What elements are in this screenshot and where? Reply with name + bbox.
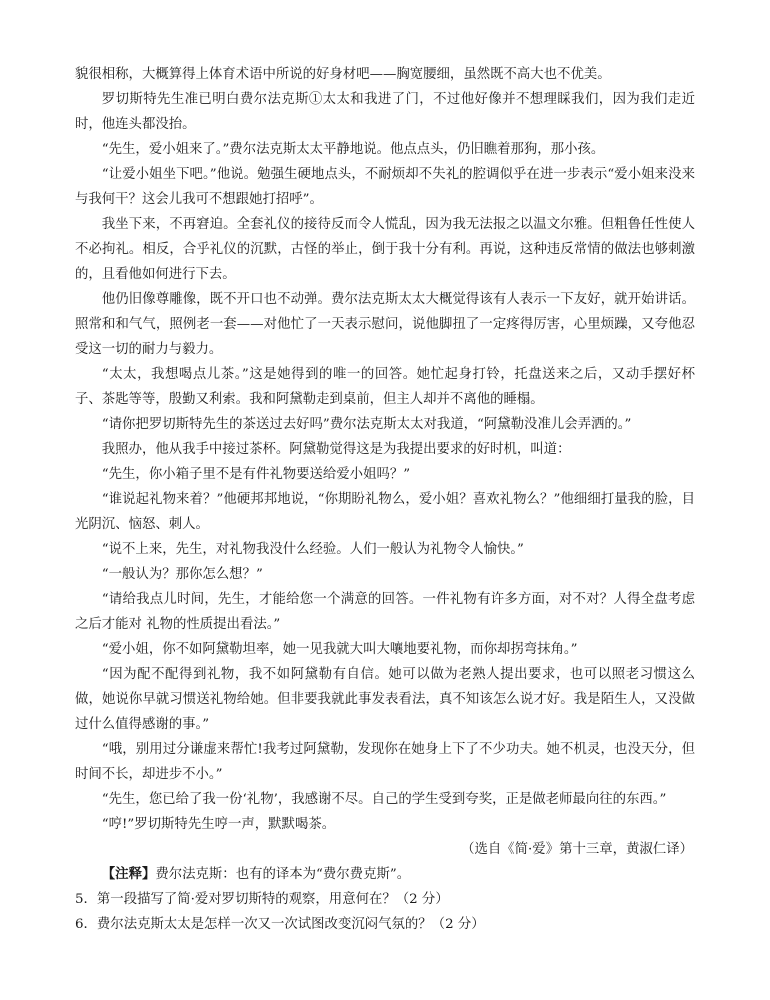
paragraph-18: “先生，您已给了我一份‘礼物’，我感谢不尽。自己的学生受到夸奖，正是做老师最向往的东西。” — [101, 792, 667, 807]
paragraph-19: “哼!”罗切斯特先生哼一声，默默喝茶。 — [101, 817, 336, 832]
paragraph-15: “爱小姐，你不如阿黛勒坦率，她一见我就大叫大嚷地要礼物，而你却拐弯抹角。” — [101, 642, 578, 657]
source-citation: （选自《简·爱》第十三章，黄淑仁译） — [461, 842, 693, 857]
question-6: 6．费尔法克斯太太是怎样一次又一次试图改变沉闷气氛的？（2 分） — [75, 917, 485, 932]
paragraph-17: “哦，别用过分谦虚来帮忙!我考过阿黛勒，发现你在她身上下了不少功夫。她不机灵，也没天分，但时间不长，却进步不小。” — [75, 742, 695, 782]
paragraph-3: “先生，爱小姐来了。”费尔法克斯太太平静地说。他点点头，仍旧瞧着那狗，那小孩。 — [101, 142, 605, 157]
question-5: 5．第一段描写了简·爱对罗切斯特的观察，用意何在？（2 分） — [75, 892, 449, 907]
paragraph-1: 貌很相称，大概算得上体育术语中所说的好身材吧——胸宽腰细，虽然既不高大也不优美。 — [75, 67, 611, 82]
passage-text — [75, 62, 695, 937]
paragraph-7: “太太，我想喝点儿茶。”这是她得到的唯一的回答。她忙起身打铃，托盘送来之后，又动手摆好杯子、茶匙等等，殷勤又利索。我和阿黛勒走到桌前，但主人却并不离他的睡榻。 — [75, 367, 695, 407]
paragraph-6: 他仍旧像尊雕像，既不开口也不动弹。费尔法克斯太太大概觉得该有人表示一下友好，就开始讲话。照常和和气气，照例老一套——对他忙了一天表示慰问，说他脚扭了一定疼得厉害，心里烦躁，又夸他忍受这一切的耐力与毅力。 — [75, 292, 695, 357]
annotation-text: 费尔法克斯：也有的译本为“费尔费克斯”。 — [155, 867, 411, 882]
annotation-note — [75, 862, 695, 887]
paragraph-14: “请给我点儿时间，先生，才能给您一个满意的回答。一件礼物有许多方面，对不对？人得全盘考虑之后才能对 礼物的性质提出看法。” — [75, 592, 695, 632]
paragraph-5: 我坐下来，不再窘迫。全套礼仪的接待反而令人慌乱，因为我无法报之以温文尔雅。但粗鲁任性使人不必拘礼。相反，合乎礼仪的沉默，古怪的举止，倒于我十分有利。再说，这种违反常情的做法也够刺激的，且看他如何进行下去。 — [75, 217, 695, 282]
paragraph-10: “先生，你小箱子里不是有件礼物要送给爱小姐吗？” — [101, 467, 411, 482]
paragraph-11: “谁说起礼物来着？”他硬邦邦地说，“你期盼礼物么，爱小姐？喜欢礼物么？”他细细打量我的脸，目光阴沉、恼怒、刺人。 — [75, 492, 695, 532]
paragraph-12: “说不上来，先生，对礼物我没什么经验。人们一般认为礼物令人愉快。” — [101, 542, 524, 557]
paragraph-16: “因为配不配得到礼物，我不如阿黛勒有自信。她可以做为老熟人提出要求，也可以照老习惯这么做，她说你早就习惯送礼物给她。但非要我就此事发表看法，真不知该怎么说才好。我是陌生人，又没做过什么值得感谢的事。” — [75, 667, 695, 732]
paragraph-2: 罗切斯特先生准已明白费尔法克斯①太太和我进了门，不过他好像并不想理睬我们，因为我们走近时，他连头都没抬。 — [75, 92, 695, 132]
paragraph-9: 我照办，他从我手中接过茶杯。阿黛勒觉得这是为我提出要求的好时机，叫道： — [101, 442, 571, 457]
annotation-label: 【注释】 — [101, 866, 156, 882]
paragraph-13: “一般认为？那你怎么想？” — [101, 567, 263, 582]
paragraph-4: “让爱小姐坐下吧。”他说。勉强生硬地点头，不耐烦却不失礼的腔调似乎在进一步表示“爱小姐来没来与我何干？这会儿我可不想跟她打招呼”。 — [75, 167, 695, 207]
paragraph-8: “请你把罗切斯特先生的茶送过去好吗”费尔法克斯太太对我道，“阿黛勒没准儿会弄洒的。” — [101, 417, 632, 432]
